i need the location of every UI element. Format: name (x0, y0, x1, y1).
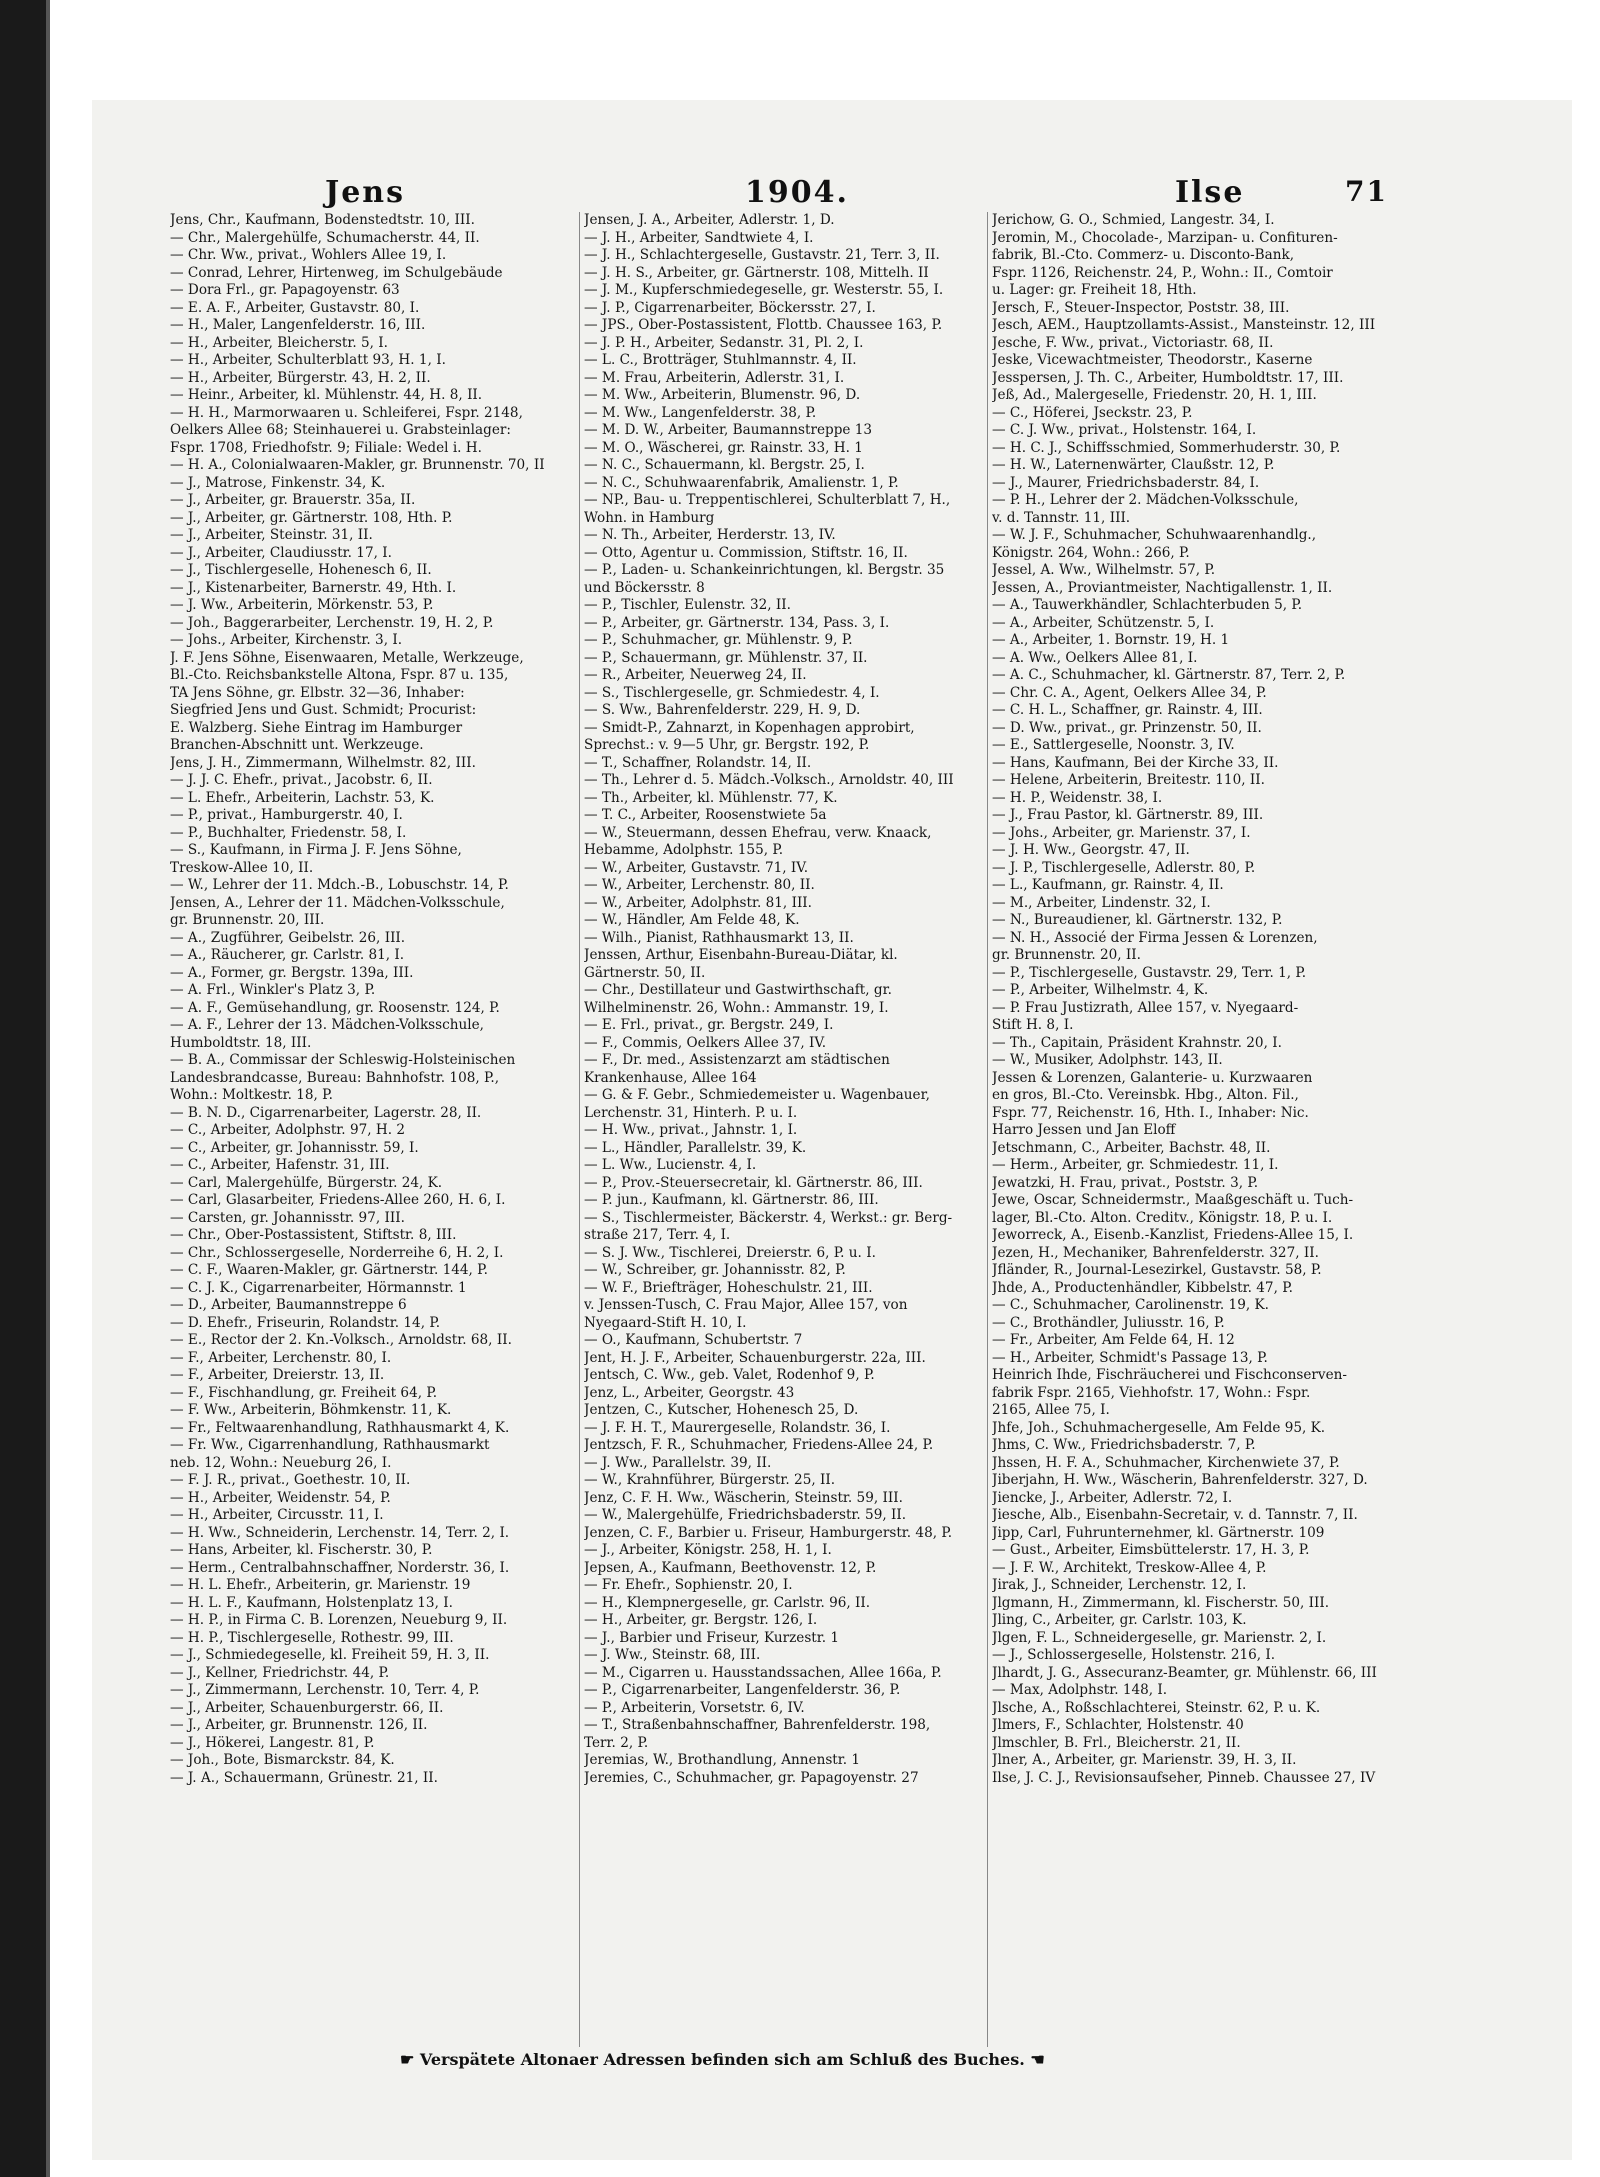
directory-entry: Jiesche, Alb., Eisenbahn-Secretair, v. d. Tannstr. 7, II. (992, 1507, 1358, 1523)
directory-entry: Jlhardt, J. G., Assecuranz-Beamter, gr. Mühlenstr. 66, III (992, 1664, 1377, 1681)
column-middle (584, 212, 994, 2047)
directory-entry: — F., Commis, Oelkers Allee 37, IV. (584, 1034, 827, 1051)
directory-entry: Jirak, J., Schneider, Lerchenstr. 12, I. (992, 1577, 1247, 1593)
directory-entry: Sprechst.: v. 9—5 Uhr, gr. Bergstr. 192, P. (584, 737, 870, 753)
page-number: 71 (1345, 175, 1388, 208)
directory-entry: — Chr., Schlossergeselle, Norderreihe 6, H. 2, I. (170, 1244, 504, 1261)
directory-entry: Königstr. 264, Wohn.: 266, P. (992, 544, 1190, 561)
header-right-keyword: Ilse (1175, 175, 1245, 210)
directory-entry: — J. M., Kupferschmiedegeselle, gr. Westerstr. 55, I. (584, 282, 944, 298)
directory-entry: Nyegaard-Stift H. 10, I. (584, 1314, 747, 1331)
directory-entry: — Carl, Glasarbeiter, Friedens-Allee 260, H. 6, I. (170, 1192, 506, 1208)
directory-entry: — P. Frau Justizrath, Allee 157, v. Nyegaard- (992, 999, 1299, 1016)
directory-entry: — A., Zugführer, Geibelstr. 26, III. (170, 929, 406, 946)
directory-entry: Jessen, A., Proviantmeister, Nachtigallenstr. 1, II. (992, 579, 1333, 596)
directory-entry: Jeske, Vicewachtmeister, Theodorstr., Kaserne (992, 352, 1313, 368)
directory-entry: fabrik, Bl.-Cto. Commerz- u. Disconto-Bank, (992, 247, 1295, 263)
directory-entry: — F., Fischhandlung, gr. Freiheit 64, P. (170, 1384, 438, 1401)
directory-entry: E. Walzberg. Siehe Eintrag im Hamburger (170, 719, 463, 736)
directory-entry: Jesch, AEM., Hauptzollamts-Assist., Mansteinstr. 12, III (992, 317, 1376, 333)
directory-entry: Jepsen, A., Kaufmann, Beethovenstr. 12, P. (584, 1559, 877, 1576)
directory-entry: — W. J. F., Schuhmacher, Schuhwaarenhandlg., (992, 527, 1317, 543)
directory-entry: — W. F., Briefträger, Hoheschulstr. 21, III. (584, 1279, 873, 1296)
directory-entry: — C., Schuhmacher, Carolinenstr. 19, K. (992, 1297, 1269, 1313)
directory-entry: Jeß, Ad., Malergeselle, Friedenstr. 20, H. 1, III. (992, 387, 1317, 403)
directory-entry: Jens, Chr., Kaufmann, Bodenstedtstr. 10, III. (170, 212, 475, 228)
directory-entry: Jeromin, M., Chocolade-, Marzipan- u. Confituren- (992, 229, 1338, 246)
directory-entry: — P. jun., Kaufmann, kl. Gärtnerstr. 86, III. (584, 1192, 879, 1208)
footer-note: ☛ Verspätete Altonaer Adressen befinden sich am Schluß des Buches. ☚ (400, 2050, 1045, 2069)
directory-entry: — P., Arbeiterin, Vorsetstr. 6, IV. (584, 1699, 805, 1716)
directory-entry: — C., Arbeiter, gr. Johannisstr. 59, I. (170, 1139, 419, 1156)
directory-entry: — H., Arbeiter, gr. Bergstr. 126, I. (584, 1612, 818, 1628)
directory-entry: — P., Schauermann, gr. Mühlenstr. 37, II. (584, 649, 868, 666)
directory-entry: TA Jens Söhne, gr. Elbstr. 32—36, Inhaber: (170, 684, 465, 701)
directory-entry: — T. C., Arbeiter, Roosenstwiete 5a (584, 807, 827, 823)
directory-entry: — W., Schreiber, gr. Johannisstr. 82, P. (584, 1262, 846, 1278)
directory-entry: — M., Cigarren u. Hausstandssachen, Allee 166a, P. (584, 1664, 942, 1681)
directory-entry: — P., Tischlergeselle, Gustavstr. 29, Terr. 1, P. (992, 964, 1307, 981)
directory-entry: — H. W., Laternenwärter, Claußstr. 12, P. (992, 457, 1275, 473)
directory-entry: — J. F. W., Architekt, Treskow-Allee 4, P. (992, 1559, 1267, 1576)
directory-entry: straße 217, Terr. 4, I. (584, 1227, 731, 1243)
directory-entry: — D., Arbeiter, Baumannstreppe 6 (170, 1297, 407, 1313)
directory-entry: — Carsten, gr. Johannisstr. 97, III. (170, 1209, 405, 1226)
directory-entry: — P., Tischler, Eulenstr. 32, II. (584, 597, 791, 613)
directory-entry: v. Jenssen-Tusch, C. Frau Major, Allee 157, von (584, 1297, 908, 1313)
directory-entry: Jessel, A. Ww., Wilhelmstr. 57, P. (992, 562, 1216, 578)
directory-entry: Jerichow, G. O., Schmied, Langestr. 34, I. (992, 212, 1275, 228)
directory-entry: — H. P., Tischlergeselle, Rothestr. 99, III. (170, 1629, 454, 1646)
directory-entry: Jeremies, C., Schuhmacher, gr. Papagoyenstr. 27 (584, 1769, 919, 1786)
directory-entry: — M. Ww., Langenfelderstr. 38, P. (584, 404, 817, 421)
directory-entry: — R., Arbeiter, Neuerweg 24, II. (584, 667, 807, 683)
directory-entry: — J., Arbeiter, Königstr. 258, H. 1, I. (584, 1542, 832, 1558)
directory-entry: — P., Cigarrenarbeiter, Langenfelderstr. 36, P. (584, 1682, 901, 1698)
directory-entry: — H. A., Colonialwaaren-Makler, gr. Brunnenstr. 70, II (170, 457, 545, 473)
directory-entry: — L. Ehefr., Arbeiterin, Lachstr. 53, K. (170, 789, 435, 806)
directory-entry: — J. H. Ww., Georgstr. 47, II. (992, 842, 1190, 858)
directory-entry: — Th., Arbeiter, kl. Mühlenstr. 77, K. (584, 789, 838, 806)
directory-entry: — J. H., Schlachtergeselle, Gustavstr. 21, Terr. 3, II. (584, 247, 940, 263)
directory-entry: — P., Arbeiter, gr. Gärtnerstr. 134, Pass. 3, I. (584, 614, 890, 631)
directory-entry: Jenzen, C. F., Barbier u. Friseur, Hamburgerstr. 48, P. (584, 1524, 953, 1541)
directory-entry: — M. Frau, Arbeiterin, Adlerstr. 31, I. (584, 369, 845, 386)
directory-entry: neb. 12, Wohn.: Neueburg 26, I. (170, 1454, 392, 1471)
directory-entry: — J., Hökerei, Langestr. 81, P. (170, 1734, 375, 1751)
directory-entry: — A. Ww., Oelkers Allee 81, I. (992, 649, 1198, 666)
directory-entry: — M. Ww., Arbeiterin, Blumenstr. 96, D. (584, 387, 861, 403)
directory-entry: Jfländer, R., Journal-Lesezirkel, Gustavstr. 58, P. (992, 1262, 1322, 1278)
directory-entry: — P., Prov.-Steuersecretair, kl. Gärtnerstr. 86, III. (584, 1174, 923, 1191)
header-year: 1904. (745, 175, 849, 210)
directory-entry: — L., Kaufmann, gr. Rainstr. 4, II. (992, 877, 1224, 893)
directory-entry: — Helene, Arbeiterin, Breitestr. 110, II. (992, 772, 1265, 788)
directory-entry: Jiencke, J., Arbeiter, Adlerstr. 72, I. (992, 1489, 1233, 1506)
directory-entry: — M., Arbeiter, Lindenstr. 32, I. (992, 894, 1211, 911)
directory-entry: Jensen, J. A., Arbeiter, Adlerstr. 1, D. (584, 212, 835, 228)
directory-entry: — C., Arbeiter, Hafenstr. 31, III. (170, 1157, 390, 1173)
directory-entry: — S., Tischlermeister, Bäckerstr. 4, Werkst.: gr. Berg- (584, 1209, 953, 1226)
footer-text: Verspätete Altonaer Adressen befinden sich am Schluß des Buches. (419, 2050, 1025, 2069)
directory-entry: — J., Arbeiter, Claudiusstr. 17, I. (170, 544, 392, 561)
directory-entry: — L. Ww., Lucienstr. 4, I. (584, 1157, 757, 1173)
directory-entry: — C. J. Ww., privat., Holstenstr. 164, I. (992, 422, 1257, 438)
directory-entry: — W., Steuermann, dessen Ehefrau, verw. Knaack, (584, 824, 932, 841)
directory-entry: — N. H., Associé der Firma Jessen & Lorenzen, (992, 929, 1318, 946)
directory-entry: Jeremias, W., Brothandlung, Annenstr. 1 (584, 1752, 861, 1768)
directory-entry: — Joh., Baggerarbeiter, Lerchenstr. 19, H. 2, P. (170, 614, 494, 631)
directory-entry: Jlner, A., Arbeiter, gr. Marienstr. 39, H. 3, II. (992, 1752, 1297, 1768)
directory-entry: Jiberjahn, H. Ww., Wäscherin, Bahrenfelderstr. 327, D. (992, 1472, 1368, 1488)
directory-entry: — E. A. F., Arbeiter, Gustavstr. 80, I. (170, 299, 420, 316)
directory-entry: J. F. Jens Söhne, Eisenwaaren, Metalle, Werkzeuge, (170, 649, 524, 666)
directory-entry: — H. Ww., Schneiderin, Lerchenstr. 14, Terr. 2, I. (170, 1524, 510, 1541)
directory-entry: — A. F., Gemüsehandlung, gr. Roosenstr. 124, P. (170, 999, 500, 1016)
directory-entry: — H., Arbeiter, Schulterblatt 93, H. 1, I. (170, 352, 446, 368)
directory-entry: Jersch, F., Steuer-Inspector, Poststr. 38, III. (992, 299, 1290, 316)
directory-entry: — Herm., Centralbahnschaffner, Norderstr. 36, I. (170, 1559, 510, 1576)
directory-entry: — E. Frl., privat., gr. Bergstr. 249, I. (584, 1017, 834, 1033)
column-divider (579, 212, 580, 2047)
directory-entry: — P., Schuhmacher, gr. Mühlenstr. 9, P. (584, 632, 853, 648)
directory-entry: — H. H., Marmorwaaren u. Schleiferei, Fspr. 2148, (170, 404, 523, 421)
directory-entry: — F., Arbeiter, Lerchenstr. 80, I. (170, 1349, 392, 1366)
page-header (145, 175, 1388, 215)
directory-entry: Jensen, A., Lehrer der 11. Mädchen-Volksschule, (170, 894, 505, 911)
directory-entry: — JPS., Ober-Postassistent, Flottb. Chaussee 163, P. (584, 317, 943, 333)
directory-entry: — P. H., Lehrer der 2. Mädchen-Volksschule, (992, 492, 1299, 508)
directory-entry: Treskow-Allee 10, II. (170, 859, 314, 876)
directory-entry: Wohn.: Moltkestr. 18, P. (170, 1087, 333, 1103)
directory-entry: Lerchenstr. 31, Hinterh. P. u. I. (584, 1104, 798, 1121)
directory-entry: — E., Rector der 2. Kn.-Volksch., Arnoldstr. 68, II. (170, 1332, 512, 1348)
directory-entry: Jenz, C. F. H. Ww., Wäscherin, Steinstr. 59, III. (584, 1489, 903, 1506)
directory-entry: — L., Händler, Parallelstr. 39, K. (584, 1139, 807, 1156)
directory-entry: — D. Ww., privat., gr. Prinzenstr. 50, II. (992, 719, 1262, 736)
directory-entry: — P., Arbeiter, Wilhelmstr. 4, K. (992, 982, 1209, 998)
directory-entry: Humboldtstr. 18, III. (170, 1034, 312, 1051)
directory-entry: Jenssen, Arthur, Eisenbahn-Bureau-Diätar, kl. (584, 947, 898, 963)
directory-entry: — A. F., Lehrer der 13. Mädchen-Volksschule, (170, 1017, 484, 1033)
directory-entry: — H., Arbeiter, Circusstr. 11, I. (170, 1507, 384, 1523)
directory-entry: — J., Maurer, Friedrichsbaderstr. 84, I. (992, 474, 1260, 491)
directory-entry: Gärtnerstr. 50, II. (584, 964, 706, 981)
directory-entry: — J., Arbeiter, gr. Gärtnerstr. 108, Hth. P. (170, 509, 453, 526)
directory-entry: Jentzen, C., Kutscher, Hohenesch 25, D. (584, 1402, 859, 1418)
directory-entry: Jessen & Lorenzen, Galanterie- u. Kurzwaaren (992, 1069, 1313, 1086)
directory-entry: — W., Musiker, Adolphstr. 143, II. (992, 1052, 1223, 1068)
directory-entry: — S., Tischlergeselle, gr. Schmiedestr. 4, I. (584, 684, 880, 701)
directory-entry: — N. Th., Arbeiter, Herderstr. 13, IV. (584, 527, 836, 543)
directory-entry: — J., Schlossergeselle, Holstenstr. 216, I. (992, 1647, 1276, 1663)
directory-entry: Jhssen, H. F. A., Schuhmacher, Kirchenwiete 37, P. (992, 1454, 1340, 1471)
directory-entry: — L. C., Brotträger, Stuhlmannstr. 4, II. (584, 352, 857, 368)
directory-entry: — B. A., Commissar der Schleswig-Holsteinischen (170, 1052, 516, 1068)
directory-entry: und Böckersstr. 8 (584, 579, 705, 596)
directory-entry: Fspr. 1126, Reichenstr. 24, P., Wohn.: II., Comtoir (992, 264, 1333, 281)
directory-entry: Jlmschler, B. Frl., Bleicherstr. 21, II. (992, 1734, 1241, 1751)
directory-entry: — N., Bureaudiener, kl. Gärtnerstr. 132, P. (992, 912, 1283, 928)
directory-entry: — Joh., Bote, Bismarckstr. 84, K. (170, 1752, 395, 1768)
directory-entry: Wohn. in Hamburg (584, 509, 715, 526)
column-right (992, 212, 1402, 2047)
directory-entry: — Herm., Arbeiter, gr. Schmiedestr. 11, I. (992, 1157, 1279, 1173)
directory-entry: — Fr. Ehefr., Sophienstr. 20, I. (584, 1577, 793, 1593)
directory-entry: — Carl, Malergehülfe, Bürgerstr. 24, K. (170, 1174, 443, 1191)
directory-entry: — D. Ehefr., Friseurin, Rolandstr. 14, P. (170, 1314, 441, 1331)
directory-entry: Jewe, Oscar, Schneidermstr., Maaßgeschäft u. Tuch- (992, 1192, 1354, 1208)
directory-entry: — J. F. H. T., Maurergeselle, Rolandstr. 36, I. (584, 1419, 891, 1436)
directory-entry: — Johs., Arbeiter, Kirchenstr. 3, I. (170, 632, 403, 648)
directory-entry: Jentsch, C. Ww., geb. Valet, Rodenhof 9, P. (584, 1367, 875, 1383)
directory-entry: gr. Brunnenstr. 20, II. (992, 947, 1141, 963)
directory-entry: Jentzsch, F. R., Schuhmacher, Friedens-Allee 24, P. (584, 1437, 934, 1453)
directory-entry: — J. P. H., Arbeiter, Sedanstr. 31, Pl. 2, I. (584, 334, 864, 351)
directory-entry: Jent, H. J. F., Arbeiter, Schauenburgerstr. 22a, III. (584, 1349, 926, 1366)
directory-entry: — P., Laden- u. Schankeinrichtungen, kl. Bergstr. 35 (584, 562, 945, 578)
directory-entry: — C. H. L., Schaffner, gr. Rainstr. 4, III. (992, 702, 1263, 718)
directory-entry: — W., Arbeiter, Gustavstr. 71, IV. (584, 859, 809, 876)
directory-entry: — J., Kistenarbeiter, Barnerstr. 49, Hth. I. (170, 579, 457, 596)
directory-entry: — A., Arbeiter, 1. Bornstr. 19, H. 1 (992, 632, 1230, 648)
directory-entry: Jhde, A., Productenhändler, Kibbelstr. 47, P. (992, 1279, 1293, 1296)
directory-entry: — H. L. F., Kaufmann, Holstenplatz 13, I. (170, 1594, 453, 1611)
directory-entry: — Fr. Ww., Cigarrenhandlung, Rathhausmarkt (170, 1437, 490, 1453)
column-divider (987, 212, 988, 2047)
directory-entry: Heinrich Ihde, Fischräucherei und Fischconserven- (992, 1367, 1347, 1383)
header-left-keyword: Jens (325, 175, 405, 210)
directory-entry: — M. D. W., Arbeiter, Baumannstreppe 13 (584, 422, 873, 438)
directory-entry: — A., Arbeiter, Schützenstr. 5, I. (992, 614, 1215, 631)
directory-entry: — C. J. K., Cigarrenarbeiter, Hörmannstr. 1 (170, 1279, 467, 1296)
directory-entry: — H. C. J., Schiffsschmied, Sommerhuderstr. 30, P. (992, 439, 1341, 456)
directory-entry: — C., Brothändler, Juliusstr. 16, P. (992, 1314, 1225, 1331)
directory-entry: lager, Bl.-Cto. Alton. Creditv., Königstr. 18, P. u. I. (992, 1209, 1333, 1226)
directory-entry: — J. A., Schauermann, Grünestr. 21, II. (170, 1769, 438, 1786)
directory-entry: — O., Kaufmann, Schubertstr. 7 (584, 1332, 803, 1348)
directory-entry: — J., Arbeiter, gr. Brauerstr. 35a, II. (170, 492, 416, 508)
directory-entry: — Fr., Arbeiter, Am Felde 64, H. 12 (992, 1332, 1235, 1348)
directory-entry: — T., Schaffner, Rolandstr. 14, II. (584, 754, 812, 771)
directory-entry: — J., Barbier und Friseur, Kurzestr. 1 (584, 1629, 840, 1646)
directory-entry: — J. Ww., Parallelstr. 39, II. (584, 1454, 772, 1471)
directory-entry: Jlmers, F., Schlachter, Holstenstr. 40 (992, 1717, 1244, 1733)
directory-entry: — C., Arbeiter, Adolphstr. 97, H. 2 (170, 1122, 406, 1138)
directory-entry: — S. Ww., Bahrenfelderstr. 229, H. 9, D. (584, 702, 861, 718)
directory-entry: Stift H. 8, I. (992, 1017, 1074, 1033)
directory-entry: fabrik Fspr. 2165, Viehhofstr. 17, Wohn.: Fspr. (992, 1384, 1311, 1401)
directory-entry: Jlsche, A., Roßschlachterei, Steinstr. 62, P. u. K. (992, 1699, 1321, 1716)
directory-entry: — S. J. Ww., Tischlerei, Dreierstr. 6, P. u. I. (584, 1244, 876, 1261)
directory-entry: gr. Brunnenstr. 20, III. (170, 912, 325, 928)
directory-entry: — J. H., Arbeiter, Sandtwiete 4, I. (584, 229, 814, 246)
directory-entry: — C., Höferei, Jseckstr. 23, P. (992, 404, 1193, 421)
directory-entry: — H., Arbeiter, Bürgerstr. 43, H. 2, II. (170, 369, 431, 386)
directory-entry: — J. P., Tischlergeselle, Adlerstr. 80, P. (992, 859, 1256, 876)
directory-entry: — A. C., Schuhmacher, kl. Gärtnerstr. 87, Terr. 2, P. (992, 667, 1346, 683)
directory-entry: — H., Maler, Langenfelderstr. 16, III. (170, 317, 426, 333)
directory-entry: — Johs., Arbeiter, gr. Marienstr. 37, I. (992, 824, 1251, 841)
directory-entry: — W., Malergehülfe, Friedrichsbaderstr. 59, II. (584, 1507, 907, 1523)
directory-entry: — H., Arbeiter, Weidenstr. 54, P. (170, 1489, 391, 1506)
directory-entry: Siegfried Jens und Gust. Schmidt; Procurist: (170, 702, 477, 718)
directory-entry: — J., Tischlergeselle, Hohenesch 6, II. (170, 562, 432, 578)
directory-entry: — J. Ww., Arbeiterin, Mörkenstr. 53, P. (170, 597, 434, 613)
directory-entry: — Heinr., Arbeiter, kl. Mühlenstr. 44, H. 8, II. (170, 387, 483, 403)
directory-entry: Jlgen, F. L., Schneidergeselle, gr. Marienstr. 2, I. (992, 1629, 1327, 1646)
directory-entry: Jlgmann, H., Zimmermann, kl. Fischerstr. 50, III. (992, 1594, 1330, 1611)
directory-entry: — A., Räucherer, gr. Carlstr. 81, I. (170, 947, 405, 963)
directory-entry: — Chr., Ober-Postassistent, Stiftstr. 8, III. (170, 1227, 457, 1243)
directory-entry: — Chr., Destillateur und Gastwirthschaft, gr. (584, 982, 892, 998)
directory-entry: — Fr., Feltwaarenhandlung, Rathhausmarkt 4, K. (170, 1419, 510, 1436)
directory-entry: — J. J. C. Ehefr., privat., Jacobstr. 6, II. (170, 772, 433, 788)
directory-entry: — Wilh., Pianist, Rathhausmarkt 13, II. (584, 929, 854, 946)
directory-entry: Jhms, C. Ww., Friedrichsbaderstr. 7, P. (992, 1437, 1256, 1453)
directory-entry: — J., Arbeiter, Steinstr. 31, II. (170, 527, 373, 543)
directory-entry: — J., Frau Pastor, kl. Gärtnerstr. 89, III. (992, 807, 1264, 823)
directory-entry: — J., Arbeiter, Schauenburgerstr. 66, II. (170, 1699, 444, 1716)
directory-entry: — G. & F. Gebr., Schmiedemeister u. Wagenbauer, (584, 1087, 930, 1103)
directory-entry: — Dora Frl., gr. Papagoyenstr. 63 (170, 282, 400, 298)
directory-entry: — A. Frl., Winkler's Platz 3, P. (170, 982, 376, 998)
directory-entry: — Chr. C. A., Agent, Oelkers Allee 34, P. (992, 684, 1267, 701)
directory-entry: — C. F., Waaren-Makler, gr. Gärtnerstr. 144, P. (170, 1262, 488, 1278)
directory-entry: Jezen, H., Mechaniker, Bahrenfelderstr. 327, II. (992, 1244, 1319, 1261)
directory-entry: Jhfe, Joh., Schuhmachergeselle, Am Felde 95, K. (992, 1419, 1326, 1436)
directory-entry: — N. C., Schuhwaarenfabrik, Amalienstr. 1, P. (584, 474, 899, 491)
directory-entry: — J., Arbeiter, gr. Brunnenstr. 126, II. (170, 1717, 428, 1733)
directory-entry: Jeworreck, A., Eisenb.-Kanzlist, Friedens-Allee 15, I. (992, 1227, 1354, 1243)
directory-entry: — P., Buchhalter, Friedenstr. 58, I. (170, 824, 407, 841)
directory-entry: — Otto, Agentur u. Commission, Stiftstr. 16, II. (584, 544, 908, 561)
directory-entry: — H., Klempnergeselle, gr. Carlstr. 96, II. (584, 1594, 871, 1611)
directory-entry: Jesche, F. Ww., privat., Victoriastr. 68, II. (992, 334, 1274, 351)
directory-entry: — W., Arbeiter, Adolphstr. 81, III. (584, 894, 812, 911)
directory-entry: Landesbrandcasse, Bureau: Bahnhofstr. 108, P., (170, 1069, 500, 1086)
directory-entry: Hebamme, Adolphstr. 155, P. (584, 842, 784, 858)
directory-entry: — A., Tauwerkhändler, Schlachterbuden 5, P. (992, 597, 1303, 613)
directory-entry: — Chr. Ww., privat., Wohlers Allee 19, I. (170, 247, 447, 263)
directory-entry: — W., Arbeiter, Lerchenstr. 80, II. (584, 877, 815, 893)
directory-entry: Jewatzki, H. Frau, privat., Poststr. 3, P. (992, 1174, 1259, 1191)
scan-edge (0, 0, 46, 2177)
directory-entry: — Conrad, Lehrer, Hirtenweg, im Schulgebäude (170, 264, 503, 281)
directory-entry: — H. L. Ehefr., Arbeiterin, gr. Marienstr. 19 (170, 1577, 471, 1593)
directory-entry: — J., Matrose, Finkenstr. 34, K. (170, 474, 386, 491)
directory-entry: — Gust., Arbeiter, Eimsbüttelerstr. 17, H. 3, P. (992, 1542, 1310, 1558)
directory-entry: — H. Ww., privat., Jahnstr. 1, I. (584, 1122, 798, 1138)
directory-entry: — Hans, Kaufmann, Bei der Kirche 33, II. (992, 754, 1279, 771)
directory-entry: Terr. 2, P. (584, 1734, 649, 1751)
page-gutter (46, 0, 50, 2177)
directory-entry: — E., Sattlergeselle, Noonstr. 3, IV. (992, 737, 1235, 753)
directory-entry: 2165, Allee 75, I. (992, 1402, 1110, 1418)
directory-entry: Jesspersen, J. Th. C., Arbeiter, Humboldtstr. 17, III. (992, 369, 1344, 386)
directory-entry: en gros, Bl.-Cto. Vereinsbk. Hbg., Alton. Fil., (992, 1087, 1299, 1103)
directory-entry: Bl.-Cto. Reichsbankstelle Altona, Fspr. 87 u. 135, (170, 667, 509, 683)
directory-entry: — Smidt-P., Zahnarzt, in Kopenhagen approbirt, (584, 719, 915, 736)
directory-entry: Oelkers Allee 68; Steinhauerei u. Grabsteinlager: (170, 422, 511, 438)
directory-entry: Jens, J. H., Zimmermann, Wilhelmstr. 82, III. (170, 754, 476, 771)
directory-entry: Fspr. 1708, Friedhofstr. 9; Filiale: Wedel i. H. (170, 439, 482, 456)
directory-entry: — NP., Bau- u. Treppentischlerei, Schulterblatt 7, H., (584, 492, 951, 508)
directory-entry: Ilse, J. C. J., Revisionsaufseher, Pinneb. Chaussee 27, IV (992, 1769, 1376, 1786)
directory-entry: — Hans, Arbeiter, kl. Fischerstr. 30, P. (170, 1542, 433, 1558)
directory-entry: — W., Lehrer der 11. Mdch.-B., Lobuschstr. 14, P. (170, 877, 509, 893)
directory-entry: — J. P., Cigarrenarbeiter, Böckersstr. 27, I. (584, 299, 876, 316)
directory-entry: — B. N. D., Cigarrenarbeiter, Lagerstr. 28, II. (170, 1104, 482, 1121)
directory-entry: — J., Zimmermann, Lerchenstr. 10, Terr. 4, P. (170, 1682, 480, 1698)
directory-entry: Harro Jessen und Jan Eloff (992, 1122, 1176, 1138)
directory-entry: — S., Kaufmann, in Firma J. F. Jens Söhne, (170, 842, 462, 858)
directory-entry: — J. Ww., Steinstr. 68, III. (584, 1647, 761, 1663)
directory-entry: — Th., Capitain, Präsident Krahnstr. 20, I. (992, 1034, 1282, 1051)
directory-entry: — J., Schmiedegeselle, kl. Freiheit 59, H. 3, II. (170, 1647, 490, 1663)
directory-entry: Jenz, L., Arbeiter, Georgstr. 43 (584, 1384, 795, 1401)
directory-entry: — J. H. S., Arbeiter, gr. Gärtnerstr. 108, Mittelh. II (584, 264, 929, 281)
directory-entry: Wilhelminenstr. 26, Wohn.: Ammanstr. 19, I. (584, 999, 889, 1016)
directory-entry: Jipp, Carl, Fuhrunternehmer, kl. Gärtnerstr. 109 (992, 1524, 1325, 1541)
directory-entry: — H. P., in Firma C. B. Lorenzen, Neueburg 9, II. (170, 1612, 508, 1628)
directory-entry: Krankenhause, Allee 164 (584, 1069, 757, 1086)
directory-entry: — N. C., Schauermann, kl. Bergstr. 25, I. (584, 457, 865, 473)
directory-entry: — T., Straßenbahnschaffner, Bahrenfelderstr. 198, (584, 1717, 931, 1733)
directory-entry: — Max, Adolphstr. 148, I. (992, 1682, 1168, 1698)
directory-entry: — W., Händler, Am Felde 48, K. (584, 912, 800, 928)
directory-entry: — P., privat., Hamburgerstr. 40, I. (170, 807, 403, 823)
directory-entry: — Th., Lehrer d. 5. Mädch.-Volksch., Arnoldstr. 40, III (584, 772, 954, 788)
directory-entry: — A., Former, gr. Bergstr. 139a, III. (170, 964, 414, 981)
directory-entry: Branchen-Abschnitt unt. Werkzeuge. (170, 737, 424, 753)
directory-entry: Jetschmann, C., Arbeiter, Bachstr. 48, II. (992, 1139, 1271, 1156)
directory-entry: Jling, C., Arbeiter, gr. Carlstr. 103, K. (992, 1612, 1247, 1628)
directory-entry: — F. J. R., privat., Goethestr. 10, II. (170, 1472, 411, 1488)
directory-entry: — F., Dr. med., Assistenzarzt am städtischen (584, 1052, 890, 1068)
directory-entry: — M. O., Wäscherei, gr. Rainstr. 33, H. 1 (584, 439, 863, 456)
directory-entry: — H., Arbeiter, Schmidt's Passage 13, P. (992, 1349, 1268, 1366)
directory-entry: — F. Ww., Arbeiterin, Böhmkenstr. 11, K. (170, 1402, 452, 1418)
directory-entry: — J., Kellner, Friedrichstr. 44, P. (170, 1664, 390, 1681)
directory-entry: — Chr., Malergehülfe, Schumacherstr. 44, II. (170, 229, 480, 246)
directory-entry: u. Lager: gr. Freiheit 18, Hth. (992, 282, 1197, 298)
directory-entry: — H. P., Weidenstr. 38, I. (992, 789, 1163, 806)
directory-entry: — H., Arbeiter, Bleicherstr. 5, I. (170, 334, 389, 351)
column-left (170, 212, 580, 2047)
directory-entry: — F., Arbeiter, Dreierstr. 13, II. (170, 1367, 385, 1383)
directory-entry: — W., Krahnführer, Bürgerstr. 25, II. (584, 1472, 836, 1488)
directory-entry: v. d. Tannstr. 11, III. (992, 509, 1131, 526)
directory-entry: Fspr. 77, Reichenstr. 16, Hth. I., Inhaber: Nic. (992, 1104, 1309, 1121)
